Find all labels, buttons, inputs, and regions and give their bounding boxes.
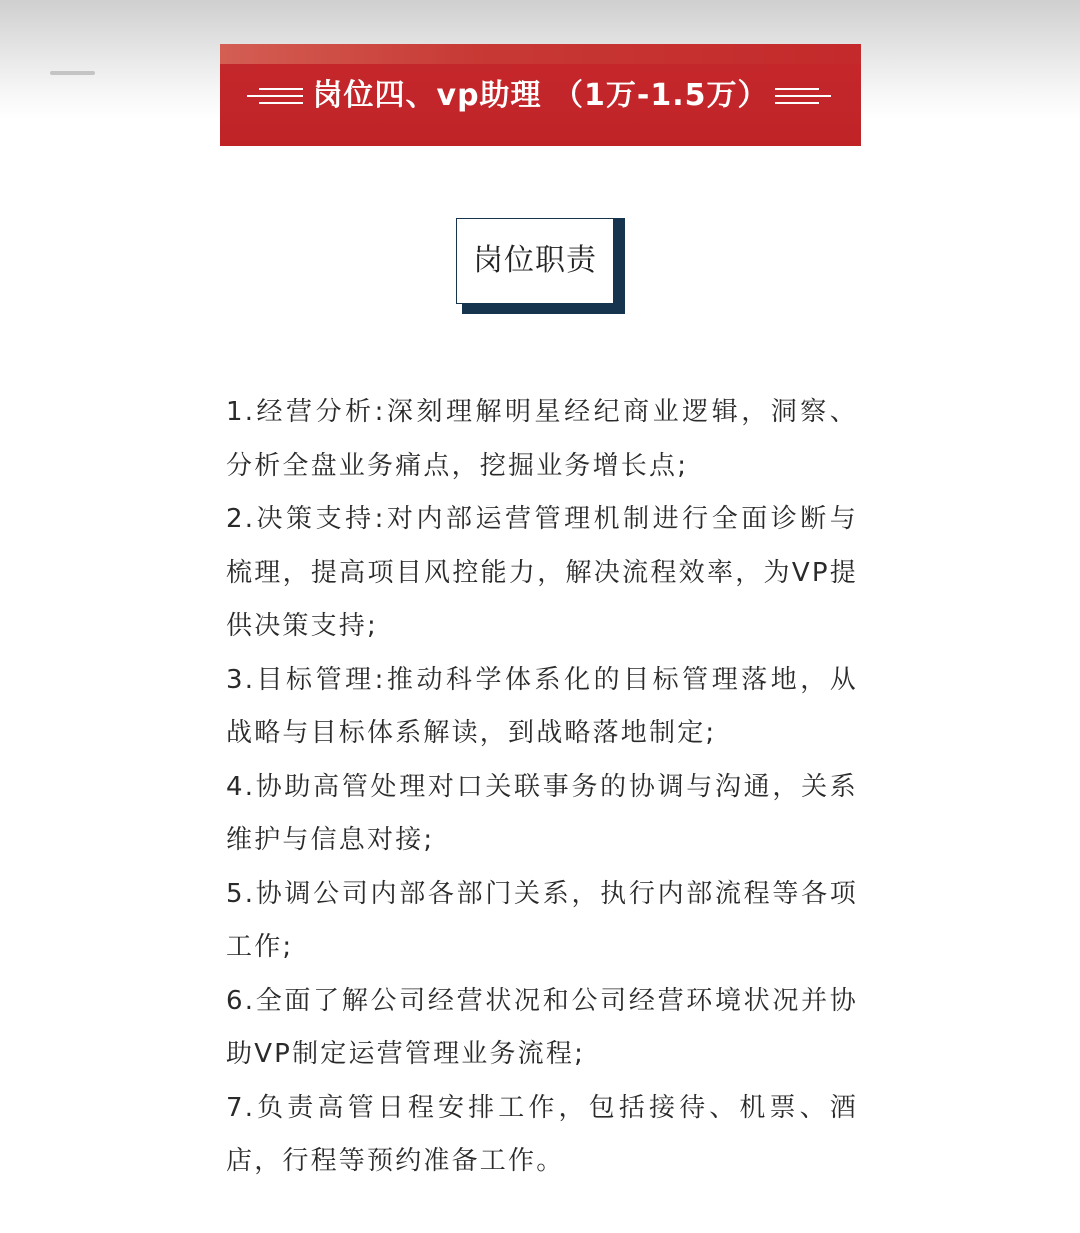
duty-item: 1.经营分析:深刻理解明星经纪商业逻辑，洞察、分析全盘业务痛点，挖掘业务增长点;: [226, 397, 858, 481]
status-indicator-dash: [50, 71, 95, 75]
duty-item: 4.协助高管处理对口关联事务的协调与沟通，关系维护与信息对接;: [226, 771, 858, 855]
duty-item: 3.目标管理:推动科学体系化的目标管理落地，从战略与目标体系解读，到战略落地制定;: [226, 664, 858, 748]
duty-item: 7.负责高管日程安排工作，包括接待、机票、酒店，行程等预约准备工作。: [226, 1092, 858, 1176]
section-heading-title: 岗位职责: [473, 243, 597, 278]
banner-highlight-stripe: [220, 44, 861, 64]
duty-item: 6.全面了解公司经营状况和公司经营环境状况并协助VP制定运营管理业务流程;: [226, 985, 858, 1069]
banner-title: 岗位四、vp助理 （1万-1.5万）: [312, 78, 769, 113]
duty-item: 2.决策支持:对内部运营管理机制进行全面诊断与梳理，提高项目风控能力，解决流程效率，为VP提供决策支持;: [226, 504, 858, 641]
duty-item: 5.协调公司内部各部门关系，执行内部流程等各项工作;: [226, 878, 858, 962]
duties-list: [226, 386, 858, 1189]
